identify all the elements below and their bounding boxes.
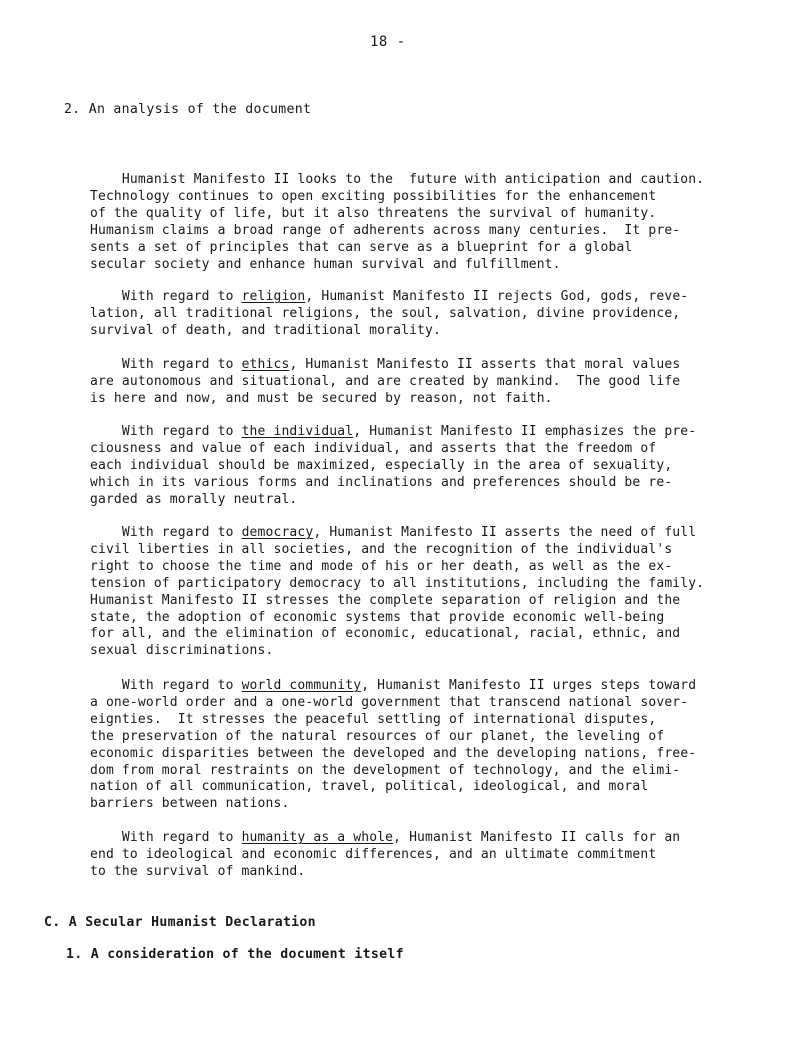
text-line: garded as morally neutral.	[90, 491, 298, 507]
line-rest: , Humanist Manifesto II urges steps toward	[361, 678, 697, 693]
line-prefix: With regard to	[90, 525, 242, 540]
text-line	[90, 830, 750, 847]
text-line: which in its various forms and inclinations and preferences should be re-	[90, 474, 673, 490]
section-heading: 2. An analysis of the document	[64, 102, 312, 117]
topic-term: ethics	[241, 357, 290, 372]
text-line: economic disparities between the developed and the developing nations, free-	[90, 745, 697, 761]
text-line: right to choose the time and mode of his or her death, as well as the ex-	[90, 558, 673, 574]
line-prefix: With regard to	[90, 289, 242, 304]
text-line: sexual discriminations.	[90, 643, 274, 659]
line-rest: , Humanist Manifesto II emphasizes the pre-	[353, 424, 697, 439]
text-line: sents a set of principles that can serve as a blueprint for a global	[90, 239, 633, 255]
text-line	[90, 289, 750, 306]
text-line	[90, 678, 750, 695]
text-line: a one-world order and a one-world government that transcend national sover-	[90, 694, 689, 710]
text-line: survival of death, and traditional morality.	[90, 322, 441, 338]
text-line	[90, 424, 750, 441]
text-line: of the quality of life, but it also threatens the survival of humanity.	[90, 205, 657, 221]
text-line: the preservation of the natural resources of our planet, the leveling of	[90, 728, 665, 744]
text-line: nation of all communication, travel, political, ideological, and moral	[90, 779, 649, 795]
text-line: to the survival of mankind.	[90, 863, 306, 879]
text-line: dom from moral restraints on the development of technology, and the elimi-	[90, 762, 681, 778]
text-line: each individual should be maximized, especially in the area of sexuality,	[90, 457, 673, 473]
topic-term: the individual	[241, 424, 354, 439]
text-line: barriers between nations.	[90, 796, 290, 812]
text-line: Technology continues to open exciting possibilities for the enhancement	[90, 188, 657, 204]
paragraph-ethics	[90, 357, 750, 408]
line-rest: , Humanist Manifesto II asserts that moral values	[289, 357, 681, 372]
paragraph-individual	[90, 424, 750, 509]
topic-term: world community	[241, 678, 362, 693]
line-prefix: With regard to	[90, 830, 242, 845]
text-line: are autonomous and situational, and are created by mankind. The good life	[90, 373, 681, 389]
line-prefix: With regard to	[90, 424, 242, 439]
text-line: secular society and enhance human survival and fulfillment.	[90, 256, 561, 272]
text-line: Humanist Manifesto II stresses the complete separation of religion and the	[90, 592, 681, 608]
paragraph-democracy	[90, 525, 750, 660]
line-rest: , Humanist Manifesto II rejects God, gods, reve-	[305, 289, 689, 304]
text-line	[90, 525, 750, 542]
section-heading: C. A Secular Humanist Declaration	[44, 915, 316, 930]
text-line: Humanist Manifesto II looks to the future with anticipation and caution.	[90, 172, 705, 187]
topic-term: humanity as a whole	[241, 830, 394, 845]
line-prefix: With regard to	[90, 357, 242, 372]
line-rest: , Humanist Manifesto II asserts the need of full	[313, 525, 697, 540]
line-prefix: With regard to	[90, 678, 242, 693]
paragraph-world-community	[90, 678, 750, 813]
text-line: tension of participatory democracy to all institutions, including the family.	[90, 575, 705, 591]
paragraph-religion	[90, 289, 750, 340]
text-line: lation, all traditional religions, the soul, salvation, divine providence,	[90, 305, 681, 321]
paragraph-intro	[90, 172, 750, 273]
page-number: 18 -	[370, 34, 406, 50]
text-line: eignties. It stresses the peaceful settling of international disputes,	[90, 711, 657, 727]
text-line: state, the adoption of economic systems that provide economic well-being	[90, 609, 665, 625]
text-line: ciousness and value of each individual, and asserts that the freedom of	[90, 440, 657, 456]
subsection-heading: 1. A consideration of the document itself	[66, 947, 404, 962]
line-rest: , Humanist Manifesto II calls for an	[393, 830, 681, 845]
text-line: is here and now, and must be secured by reason, not faith.	[90, 390, 553, 406]
text-line: end to ideological and economic differences, and an ultimate commitment	[90, 846, 657, 862]
text-line: for all, and the elimination of economic, educational, racial, ethnic, and	[90, 626, 681, 642]
text-line	[90, 357, 750, 374]
paragraph-humanity	[90, 830, 750, 881]
text-line: civil liberties in all societies, and the recognition of the individual's	[90, 541, 673, 557]
text-line: Humanism claims a broad range of adherents across many centuries. It pre-	[90, 222, 681, 238]
topic-term: religion	[241, 289, 306, 304]
topic-term: democracy	[241, 525, 314, 540]
